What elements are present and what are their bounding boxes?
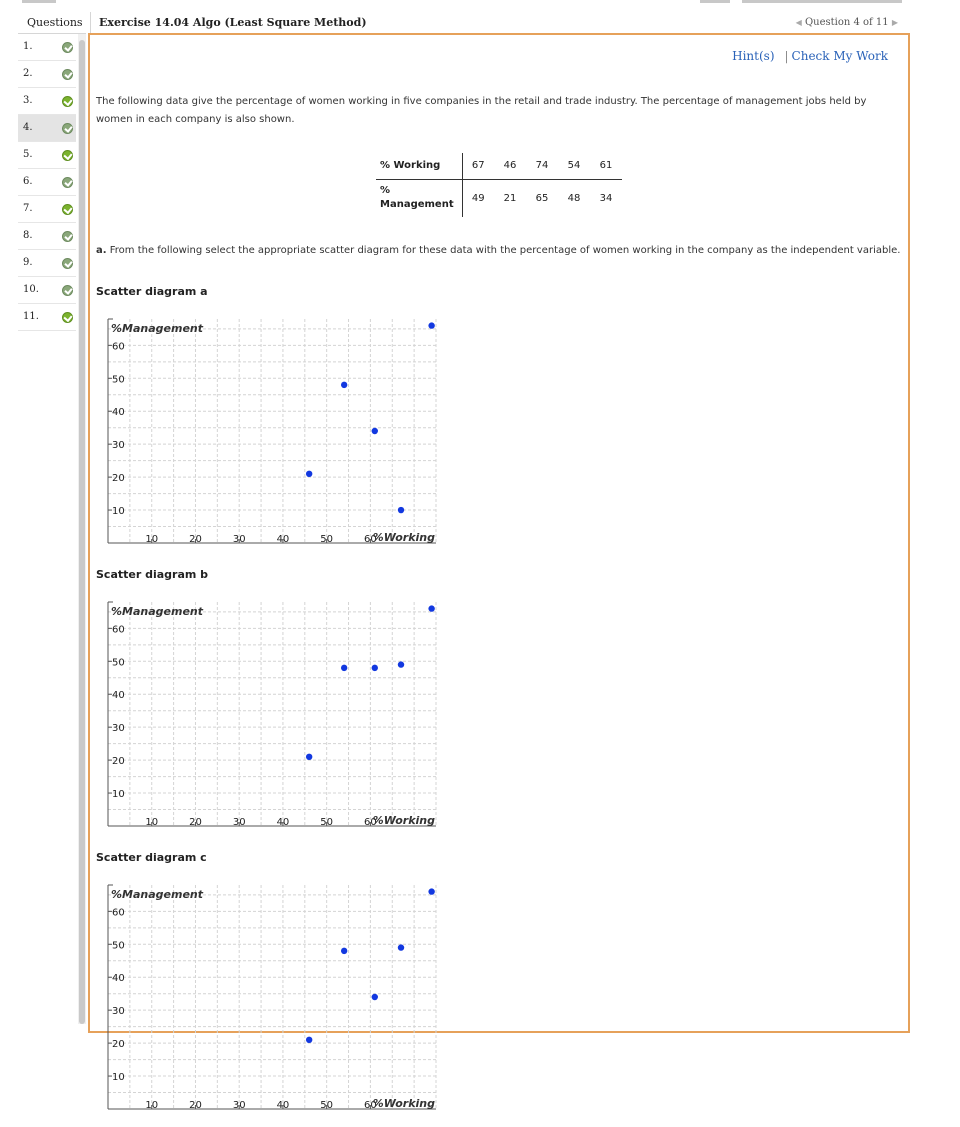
data-point	[398, 944, 404, 950]
y-tick-label: 50	[112, 374, 125, 386]
data-point	[306, 754, 312, 760]
question-number: 2.	[23, 68, 33, 79]
chart-grid	[108, 602, 436, 826]
x-tick-label: 20	[189, 534, 202, 545]
row-label-management-line1: %	[380, 185, 391, 197]
question-item[interactable]	[18, 34, 76, 61]
scatter-c-title: Scatter diagram c	[96, 851, 207, 864]
x-tick-label: 40	[276, 817, 290, 828]
question-a-text: From the following select the appropriate scatter diagram for these data with the percentage of women working in the company as the independent variable.	[109, 245, 901, 256]
question-number: 3.	[23, 95, 33, 106]
problem-intro: The following data give the percentage of women working in five companies in the retail and trade industry. The percentage of management jobs held by women in each company is also shown.	[96, 96, 867, 125]
top-tab-right	[742, 0, 902, 3]
top-tab-left	[22, 0, 56, 3]
data-point	[398, 507, 404, 513]
table-cell: 65	[535, 192, 549, 204]
y-tick-label: 40	[112, 690, 125, 702]
y-tick-label: 60	[112, 907, 125, 919]
check-circle-icon	[62, 312, 73, 323]
x-tick-label: 20	[189, 817, 202, 828]
scatter-diagram-a	[90, 311, 450, 561]
question-number: 6.	[23, 176, 33, 187]
x-tick-label: 50	[320, 1100, 334, 1111]
check-circle-icon	[62, 42, 73, 53]
question-item[interactable]	[18, 196, 76, 223]
question-item[interactable]	[18, 142, 76, 169]
data-table	[376, 153, 622, 217]
y-tick-label: 10	[112, 1072, 125, 1084]
y-tick-label: 10	[112, 506, 125, 518]
question-item[interactable]	[18, 115, 76, 142]
check-circle-icon	[62, 204, 73, 215]
question-item[interactable]	[18, 61, 76, 88]
y-tick-label: 40	[112, 973, 125, 985]
y-axis-label: %Management	[111, 605, 203, 618]
row-label-management	[376, 179, 462, 217]
question-item[interactable]	[18, 304, 76, 331]
y-tick-label: 50	[112, 940, 125, 952]
table-cell: 46	[494, 153, 526, 179]
question-number: 1.	[23, 41, 33, 52]
scatter-b-title: Scatter diagram b	[96, 568, 209, 581]
exercise-title: Exercise 14.04 Algo (Least Square Method)	[90, 12, 910, 34]
question-a-prefix: a.	[96, 245, 107, 256]
x-tick-label: 30	[232, 534, 246, 545]
data-point	[428, 322, 434, 328]
sidebar-scroll-thumb[interactable]	[79, 40, 85, 1024]
question-number: 5.	[23, 149, 33, 160]
x-tick-label: 60	[364, 817, 377, 828]
check-circle-icon	[62, 123, 73, 134]
x-tick-label: 20	[189, 1100, 202, 1111]
check-circle-icon	[62, 258, 73, 269]
x-tick-label: 10	[145, 817, 159, 828]
check-circle-icon	[62, 177, 73, 188]
y-tick-label: 30	[112, 440, 125, 452]
data-point	[372, 665, 378, 671]
check-circle-icon	[62, 96, 73, 107]
link-separator: |	[784, 49, 789, 63]
x-tick-label: 30	[232, 1100, 246, 1111]
x-tick-label: 10	[145, 534, 159, 545]
y-tick-label: 40	[112, 407, 125, 419]
table-cell: 48	[567, 192, 581, 204]
scatter-diagram-b	[90, 594, 450, 844]
x-axis-label: %Working	[372, 814, 435, 827]
x-tick-label: 60	[364, 1100, 377, 1111]
y-tick-label: 10	[112, 789, 125, 801]
data-point	[428, 605, 434, 611]
questions-list	[18, 34, 76, 331]
y-tick-label: 20	[112, 473, 125, 485]
next-question-icon[interactable]: ▶	[891, 18, 898, 27]
question-number: 9.	[23, 257, 33, 268]
question-item[interactable]	[18, 88, 76, 115]
y-tick-label: 20	[112, 756, 125, 768]
y-axis-label: %Management	[111, 888, 203, 901]
data-point	[428, 888, 434, 894]
x-tick-label: 50	[320, 534, 334, 545]
x-tick-label: 50	[320, 817, 334, 828]
question-number: 4.	[23, 122, 33, 133]
table-cell: 67	[462, 153, 494, 179]
data-point	[306, 471, 312, 477]
check-my-work-link[interactable]: Check My Work	[791, 49, 888, 63]
hint-links	[732, 49, 888, 63]
x-tick-label: 30	[232, 817, 246, 828]
y-tick-label: 30	[112, 723, 125, 735]
data-point	[341, 665, 347, 671]
question-nav	[796, 12, 898, 34]
scatter-diagram-c	[90, 877, 450, 1127]
question-number: 8.	[23, 230, 33, 241]
data-point	[398, 661, 404, 667]
chart-grid	[108, 885, 436, 1109]
table-cell: 21	[503, 192, 517, 204]
check-circle-icon	[62, 231, 73, 242]
question-number: 7.	[23, 203, 33, 214]
table-cell: 61	[590, 153, 622, 179]
hints-link[interactable]: Hint(s)	[732, 49, 775, 63]
row-label-working: % Working	[376, 153, 462, 179]
y-axis-label: %Management	[111, 322, 203, 335]
table-cell: 49	[471, 192, 485, 204]
question-content	[88, 33, 910, 1111]
scatter-a-title: Scatter diagram a	[96, 285, 208, 298]
question-item[interactable]	[18, 250, 76, 277]
prev-question-icon[interactable]: ◀	[795, 18, 802, 27]
x-axis-label: %Working	[372, 531, 435, 544]
y-tick-label: 30	[112, 1006, 125, 1018]
check-circle-icon	[62, 285, 73, 296]
data-point	[306, 1037, 312, 1043]
check-circle-icon	[62, 69, 73, 80]
y-tick-label: 60	[112, 341, 125, 353]
y-tick-label: 50	[112, 657, 125, 669]
question-item[interactable]	[18, 169, 76, 196]
table-row-management	[376, 179, 622, 217]
table-row-working	[376, 153, 622, 179]
question-item[interactable]	[18, 277, 76, 304]
row-label-management-line2: Management	[380, 199, 454, 211]
data-point	[341, 948, 347, 954]
top-tab-mid	[700, 0, 730, 3]
check-circle-icon	[62, 150, 73, 161]
x-tick-label: 10	[145, 1100, 159, 1111]
question-a	[96, 242, 904, 260]
question-item[interactable]	[18, 223, 76, 250]
table-cell: 74	[526, 153, 558, 179]
question-counter: Question 4 of 11	[804, 17, 889, 28]
data-point	[341, 382, 347, 388]
y-tick-label: 20	[112, 1039, 125, 1051]
data-point	[372, 428, 378, 434]
table-cell: 34	[599, 192, 613, 204]
x-tick-label: 60	[364, 534, 377, 545]
data-point	[372, 994, 378, 1000]
x-tick-label: 40	[276, 1100, 290, 1111]
table-cell: 54	[558, 153, 590, 179]
question-number: 10.	[23, 284, 39, 295]
x-axis-label: %Working	[372, 1097, 435, 1110]
x-tick-label: 40	[276, 534, 290, 545]
questions-header: Questions	[18, 12, 86, 34]
y-tick-label: 60	[112, 624, 125, 636]
chart-grid	[108, 319, 436, 543]
question-number: 11.	[23, 311, 39, 322]
